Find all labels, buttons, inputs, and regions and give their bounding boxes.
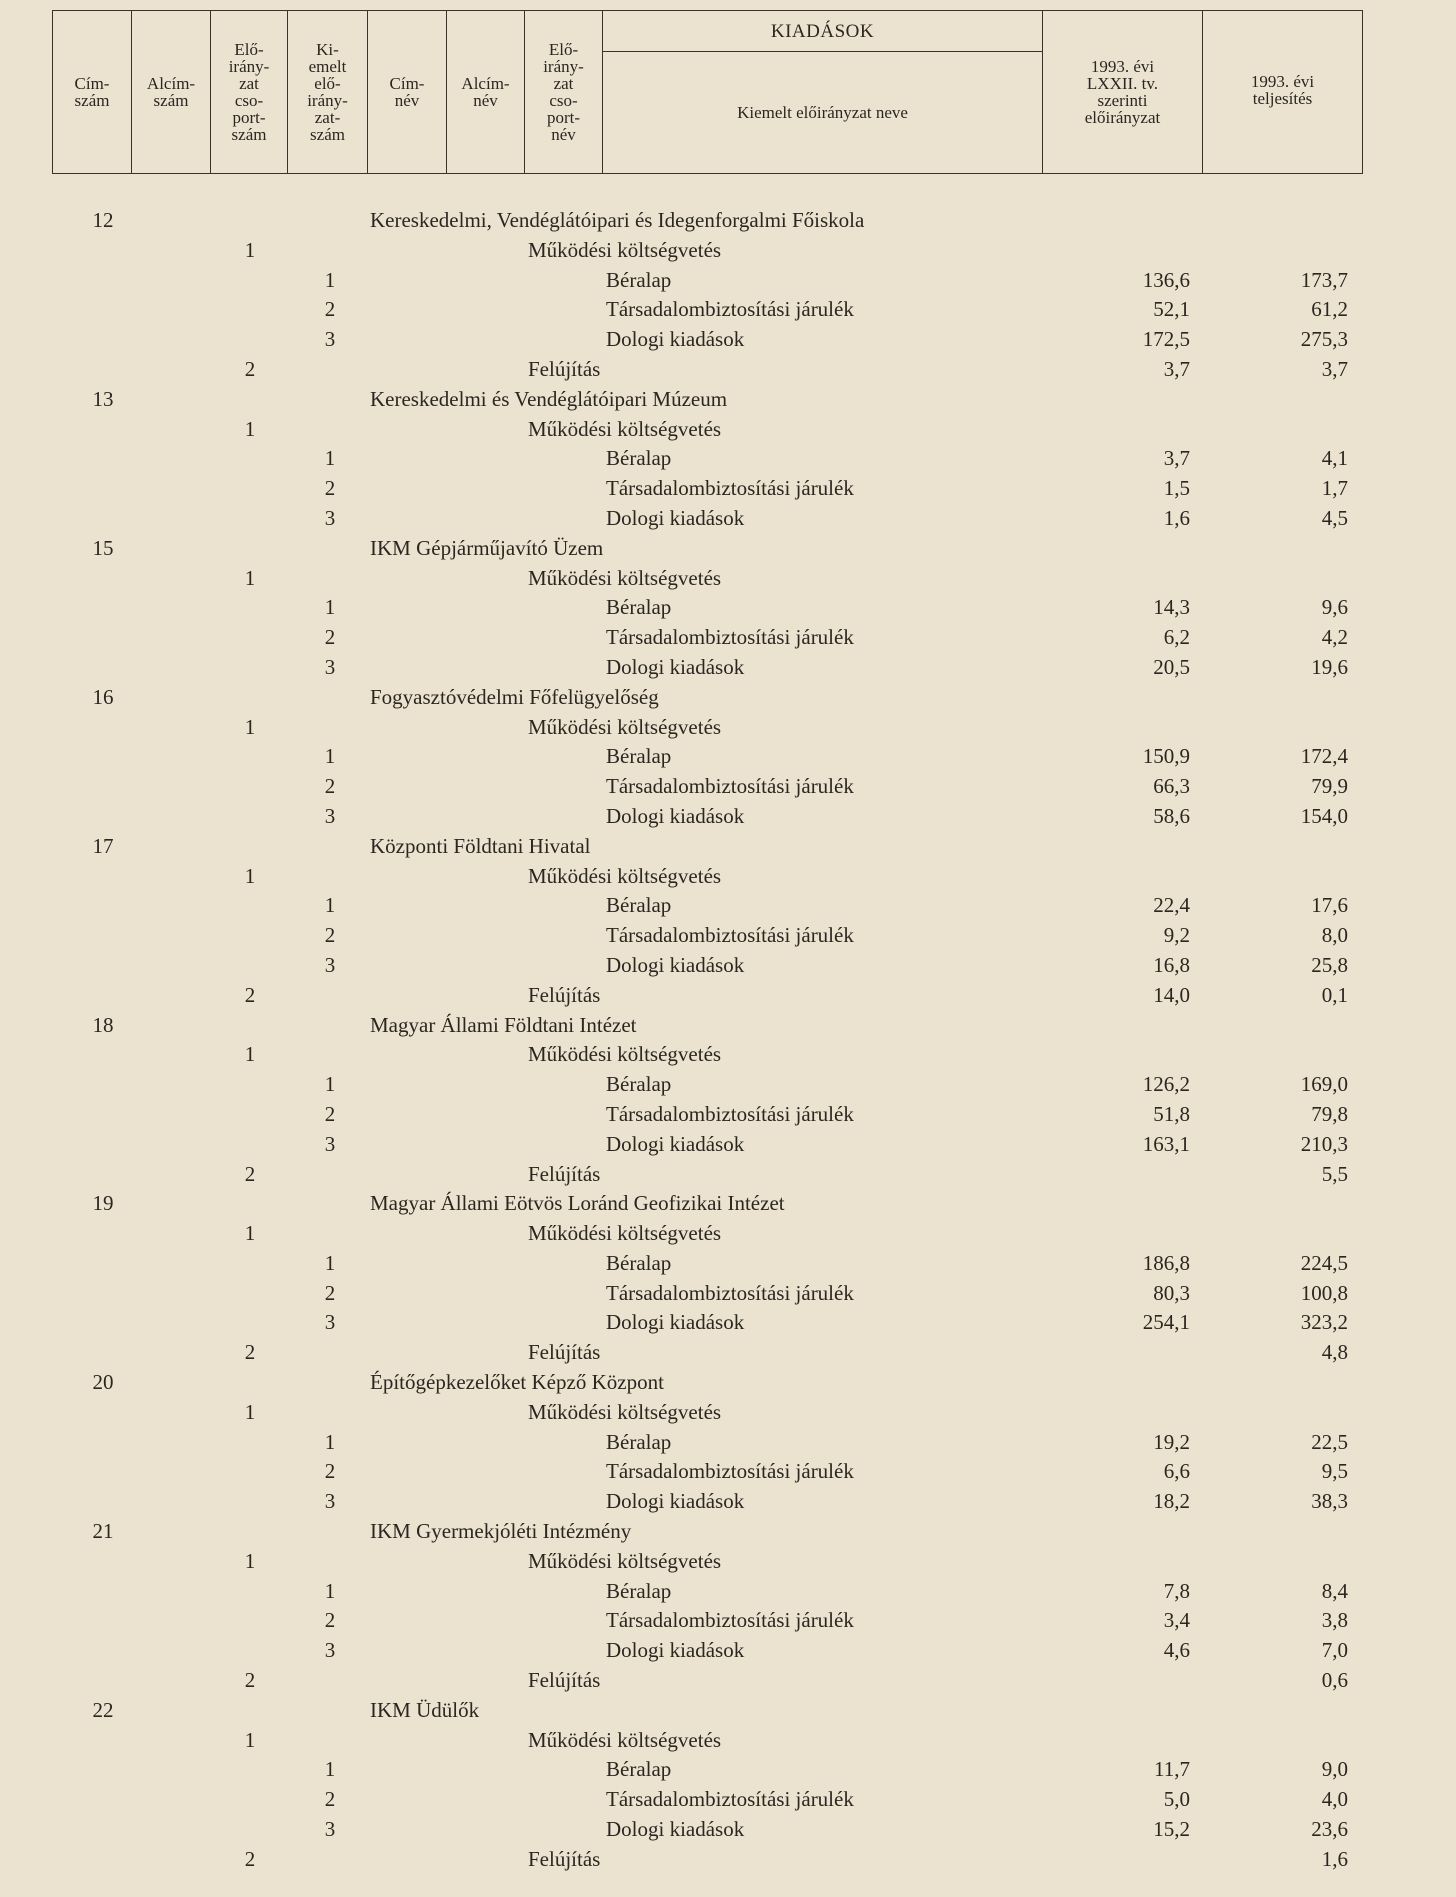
alcim-number: 2	[244, 1668, 256, 1693]
table-row	[0, 534, 1456, 564]
cim-number: 13	[92, 386, 114, 411]
value-1993-teljesites: 4,2	[1321, 625, 1348, 650]
table-row	[0, 1040, 1456, 1070]
kiemelt-number: 2	[324, 923, 336, 948]
value-1993-tv: 52,1	[1153, 297, 1190, 322]
kiemelt-name: Béralap	[606, 595, 672, 620]
alcim-name: Működési költségvetés	[528, 416, 722, 441]
kiemelt-number: 2	[324, 625, 336, 650]
table-row	[0, 1755, 1456, 1785]
value-1993-tv: 80,3	[1153, 1280, 1190, 1305]
alcim-number: 2	[244, 1340, 256, 1365]
value-1993-teljesites: 9,6	[1321, 595, 1348, 620]
header-1993-tv: 1993. évi LXXII. tv. szerinti előirányzat	[1043, 11, 1203, 174]
value-1993-teljesites: 275,3	[1300, 327, 1348, 352]
alcim-number: 1	[244, 714, 256, 739]
value-1993-teljesites: 19,6	[1311, 654, 1348, 679]
value-1993-teljesites: 79,8	[1311, 1101, 1348, 1126]
kiemelt-number: 1	[324, 267, 336, 292]
cim-number: 18	[92, 1012, 114, 1037]
alcim-name: Felújítás	[528, 356, 601, 381]
header-cim-szam: Cím- szám	[53, 11, 132, 174]
value-1993-tv: 254,1	[1142, 1310, 1190, 1335]
kiemelt-number: 3	[324, 1638, 336, 1663]
cim-name: IKM Üdülők	[370, 1697, 480, 1722]
table-row	[0, 1100, 1456, 1130]
value-1993-teljesites: 79,9	[1311, 774, 1348, 799]
table-row	[0, 951, 1456, 981]
alcim-name: Felújítás	[528, 1161, 601, 1186]
header-eloiranyzat-csoport-nev: Elő- irány- zat cso- port- név	[525, 11, 603, 174]
kiemelt-name: Béralap	[606, 1429, 672, 1454]
table-row	[0, 206, 1456, 236]
cim-number: 16	[92, 684, 114, 709]
cim-name: Kereskedelmi és Vendéglátóipari Múzeum	[370, 386, 728, 411]
value-1993-tv: 136,6	[1142, 267, 1190, 292]
alcim-name: Működési költségvetés	[528, 863, 722, 888]
value-1993-teljesites: 5,5	[1321, 1161, 1348, 1186]
alcim-name: Működési költségvetés	[528, 1548, 722, 1573]
kiemelt-number: 1	[324, 1072, 336, 1097]
budget-rows	[0, 206, 1456, 1875]
kiemelt-name: Béralap	[606, 1757, 672, 1782]
alcim-number: 1	[244, 863, 256, 888]
cim-name: Építőgépkezelőket Képző Központ	[370, 1370, 664, 1395]
table-row	[0, 1606, 1456, 1636]
value-1993-tv: 3,4	[1163, 1608, 1190, 1633]
value-1993-tv: 5,0	[1163, 1787, 1190, 1812]
value-1993-tv: 22,4	[1153, 893, 1190, 918]
table-row	[0, 1487, 1456, 1517]
table-row	[0, 653, 1456, 683]
kiemelt-name: Dologi kiadások	[606, 803, 745, 828]
value-1993-tv: 172,5	[1142, 327, 1190, 352]
table-row	[0, 1845, 1456, 1875]
value-1993-teljesites: 17,6	[1311, 893, 1348, 918]
kiemelt-name: Dologi kiadások	[606, 1310, 745, 1335]
table-row	[0, 593, 1456, 623]
table-row	[0, 1428, 1456, 1458]
alcim-name: Működési költségvetés	[528, 1221, 722, 1246]
table-row	[0, 832, 1456, 862]
table-row	[0, 1130, 1456, 1160]
value-1993-teljesites: 224,5	[1300, 1250, 1348, 1275]
value-1993-tv: 186,8	[1142, 1250, 1190, 1275]
table-row	[0, 683, 1456, 713]
alcim-number: 2	[244, 982, 256, 1007]
alcim-number: 2	[244, 356, 256, 381]
value-1993-teljesites: 22,5	[1311, 1429, 1348, 1454]
cim-name: Fogyasztóvédelmi Főfelügyelőség	[370, 684, 659, 709]
table-row	[0, 385, 1456, 415]
alcim-number: 1	[244, 1399, 256, 1424]
table-row	[0, 474, 1456, 504]
table-row	[0, 1338, 1456, 1368]
table-row	[0, 713, 1456, 743]
kiemelt-name: Dologi kiadások	[606, 327, 745, 352]
alcim-number: 1	[244, 1548, 256, 1573]
table-row	[0, 772, 1456, 802]
alcim-name: Működési költségvetés	[528, 1042, 722, 1067]
kiemelt-name: Dologi kiadások	[606, 1817, 745, 1842]
kiemelt-name: Béralap	[606, 1250, 672, 1275]
kiemelt-number: 1	[324, 744, 336, 769]
value-1993-teljesites: 38,3	[1311, 1489, 1348, 1514]
kiemelt-name: Társadalombiztosítási járulék	[606, 476, 854, 501]
kiemelt-number: 2	[324, 1101, 336, 1126]
table-row	[0, 1308, 1456, 1338]
table-row	[0, 1398, 1456, 1428]
cim-name: Kereskedelmi, Vendéglátóipari és Idegenforgalmi Főiskola	[370, 208, 865, 232]
kiemelt-number: 2	[324, 1459, 336, 1484]
cim-number: 12	[92, 208, 114, 232]
value-1993-tv: 16,8	[1153, 952, 1190, 977]
kiemelt-name: Társadalombiztosítási járulék	[606, 1608, 854, 1633]
kiemelt-name: Béralap	[606, 267, 672, 292]
value-1993-tv: 7,8	[1163, 1578, 1190, 1603]
value-1993-teljesites: 169,0	[1300, 1072, 1348, 1097]
value-1993-tv: 20,5	[1153, 654, 1190, 679]
cim-name: Központi Földtani Hivatal	[370, 833, 591, 858]
header-cim-nev: Cím- név	[368, 11, 447, 174]
value-1993-tv: 9,2	[1163, 923, 1190, 948]
kiemelt-number: 2	[324, 1608, 336, 1633]
kiemelt-name: Társadalombiztosítási járulék	[606, 297, 854, 322]
cim-number: 15	[92, 535, 114, 560]
value-1993-tv: 4,6	[1163, 1638, 1190, 1663]
table-row	[0, 1189, 1456, 1219]
table-row	[0, 891, 1456, 921]
value-1993-teljesites: 173,7	[1300, 267, 1348, 292]
kiemelt-number: 3	[324, 654, 336, 679]
cim-number: 21	[92, 1519, 114, 1544]
kiemelt-number: 2	[324, 297, 336, 322]
table-row	[0, 1070, 1456, 1100]
table-row	[0, 444, 1456, 474]
kiemelt-name: Béralap	[606, 893, 672, 918]
value-1993-teljesites: 61,2	[1311, 297, 1348, 322]
kiemelt-number: 2	[324, 476, 336, 501]
value-1993-tv: 14,3	[1153, 595, 1190, 620]
value-1993-tv: 19,2	[1153, 1429, 1190, 1454]
kiemelt-number: 3	[324, 505, 336, 530]
kiemelt-number: 2	[324, 774, 336, 799]
cim-name: Magyar Állami Földtani Intézet	[370, 1012, 637, 1037]
value-1993-teljesites: 0,6	[1321, 1668, 1348, 1693]
value-1993-teljesites: 4,5	[1321, 505, 1348, 530]
table-row	[0, 1666, 1456, 1696]
kiemelt-name: Dologi kiadások	[606, 505, 745, 530]
table-row	[0, 1785, 1456, 1815]
value-1993-teljesites: 154,0	[1300, 803, 1348, 828]
cim-name: IKM Gépjárműjavító Üzem	[370, 535, 604, 560]
kiemelt-number: 1	[324, 446, 336, 471]
table-row	[0, 236, 1456, 266]
kiemelt-number: 3	[324, 952, 336, 977]
table-row	[0, 564, 1456, 594]
kiemelt-number: 1	[324, 893, 336, 918]
kiemelt-name: Béralap	[606, 1072, 672, 1097]
value-1993-tv: 18,2	[1153, 1489, 1190, 1514]
table-row	[0, 1696, 1456, 1726]
value-1993-tv: 3,7	[1163, 356, 1190, 381]
value-1993-teljesites: 100,8	[1300, 1280, 1348, 1305]
kiemelt-name: Társadalombiztosítási járulék	[606, 923, 854, 948]
alcim-number: 1	[244, 1221, 256, 1246]
table-row	[0, 1636, 1456, 1666]
alcim-name: Felújítás	[528, 1340, 601, 1365]
header-alcim-szam: Alcím- szám	[132, 11, 211, 174]
kiemelt-number: 3	[324, 1489, 336, 1514]
kiemelt-number: 3	[324, 1817, 336, 1842]
header-eloiranyzat-csoport-szam: Elő- irány- zat cso- port- szám	[211, 11, 288, 174]
kiemelt-name: Társadalombiztosítási járulék	[606, 1280, 854, 1305]
value-1993-teljesites: 0,1	[1321, 982, 1348, 1007]
header-kiemelt-eloiranyzat-szam: Ki- emelt elő- irány- zat- szám	[288, 11, 368, 174]
alcim-name: Működési költségvetés	[528, 1727, 722, 1752]
table-row	[0, 415, 1456, 445]
value-1993-teljesites: 23,6	[1311, 1817, 1348, 1842]
value-1993-tv: 51,8	[1153, 1101, 1190, 1126]
alcim-name: Működési költségvetés	[528, 237, 722, 262]
kiemelt-number: 3	[324, 803, 336, 828]
table-row	[0, 742, 1456, 772]
alcim-number: 1	[244, 1042, 256, 1067]
table-row	[0, 1368, 1456, 1398]
alcim-number: 2	[244, 1161, 256, 1186]
table-row	[0, 1517, 1456, 1547]
value-1993-teljesites: 172,4	[1300, 744, 1348, 769]
alcim-number: 1	[244, 1727, 256, 1752]
value-1993-teljesites: 8,4	[1321, 1578, 1348, 1603]
alcim-name: Felújítás	[528, 1668, 601, 1693]
value-1993-tv: 58,6	[1153, 803, 1190, 828]
cim-number: 22	[92, 1697, 114, 1722]
table-row	[0, 862, 1456, 892]
table-row	[0, 325, 1456, 355]
alcim-number: 2	[244, 1846, 256, 1871]
value-1993-teljesites: 9,5	[1321, 1459, 1348, 1484]
kiemelt-number: 1	[324, 1250, 336, 1275]
kiemelt-number: 3	[324, 1131, 336, 1156]
value-1993-teljesites: 4,8	[1321, 1340, 1348, 1365]
value-1993-teljesites: 1,7	[1321, 476, 1348, 501]
value-1993-tv: 6,2	[1163, 625, 1190, 650]
table-row	[0, 1160, 1456, 1190]
kiemelt-number: 2	[324, 1787, 336, 1812]
kiemelt-name: Dologi kiadások	[606, 1638, 745, 1663]
header-table	[52, 10, 1363, 174]
table-row	[0, 266, 1456, 296]
alcim-name: Felújítás	[528, 982, 601, 1007]
value-1993-tv: 1,5	[1163, 476, 1190, 501]
header-kiadasok: KIADÁSOK	[603, 11, 1043, 52]
kiemelt-number: 1	[324, 1429, 336, 1454]
table-row	[0, 1219, 1456, 1249]
value-1993-teljesites: 8,0	[1321, 923, 1348, 948]
kiemelt-name: Béralap	[606, 446, 672, 471]
table-row	[0, 1457, 1456, 1487]
kiemelt-name: Dologi kiadások	[606, 654, 745, 679]
value-1993-teljesites: 7,0	[1321, 1638, 1348, 1663]
alcim-name: Működési költségvetés	[528, 565, 722, 590]
table-row	[0, 1547, 1456, 1577]
kiemelt-number: 3	[324, 1310, 336, 1335]
header-1993-teljesites: 1993. évi teljesítés	[1203, 11, 1363, 174]
cim-number: 20	[92, 1370, 114, 1395]
cim-name: IKM Gyermekjóléti Intézmény	[370, 1519, 632, 1544]
value-1993-teljesites: 1,6	[1321, 1846, 1348, 1871]
table-row	[0, 1279, 1456, 1309]
value-1993-tv: 163,1	[1142, 1131, 1190, 1156]
value-1993-teljesites: 9,0	[1321, 1757, 1348, 1782]
kiemelt-name: Dologi kiadások	[606, 952, 745, 977]
alcim-name: Felújítás	[528, 1846, 601, 1871]
kiemelt-name: Dologi kiadások	[606, 1489, 745, 1514]
table-row	[0, 355, 1456, 385]
value-1993-tv: 6,6	[1163, 1459, 1190, 1484]
table-row	[0, 1726, 1456, 1756]
table-row	[0, 802, 1456, 832]
value-1993-tv: 3,7	[1163, 446, 1190, 471]
kiemelt-number: 3	[324, 327, 336, 352]
table-row	[0, 1249, 1456, 1279]
value-1993-teljesites: 4,0	[1321, 1787, 1348, 1812]
value-1993-teljesites: 25,8	[1311, 952, 1348, 977]
value-1993-tv: 126,2	[1142, 1072, 1190, 1097]
value-1993-teljesites: 323,2	[1300, 1310, 1348, 1335]
value-1993-teljesites: 3,8	[1321, 1608, 1348, 1633]
header-kiemelt-eloiranyzat-neve: Kiemelt előirányzat neve	[603, 52, 1043, 174]
kiemelt-name: Társadalombiztosítási járulék	[606, 1787, 854, 1812]
value-1993-teljesites: 4,1	[1321, 446, 1348, 471]
kiemelt-name: Társadalombiztosítási járulék	[606, 1459, 854, 1484]
kiemelt-name: Dologi kiadások	[606, 1131, 745, 1156]
kiemelt-name: Béralap	[606, 744, 672, 769]
table-row	[0, 295, 1456, 325]
kiemelt-name: Béralap	[606, 1578, 672, 1603]
value-1993-tv: 1,6	[1163, 505, 1190, 530]
table-row	[0, 1577, 1456, 1607]
value-1993-tv: 150,9	[1142, 744, 1190, 769]
kiemelt-number: 1	[324, 1757, 336, 1782]
table-row	[0, 921, 1456, 951]
kiemelt-name: Társadalombiztosítási járulék	[606, 1101, 854, 1126]
value-1993-teljesites: 210,3	[1300, 1131, 1348, 1156]
kiemelt-name: Társadalombiztosítási járulék	[606, 774, 854, 799]
value-1993-tv: 66,3	[1153, 774, 1190, 799]
table-row	[0, 623, 1456, 653]
table-row	[0, 504, 1456, 534]
cim-number: 17	[92, 833, 114, 858]
alcim-number: 1	[244, 416, 256, 441]
cim-number: 19	[92, 1191, 114, 1216]
kiemelt-number: 1	[324, 595, 336, 620]
value-1993-tv: 15,2	[1153, 1817, 1190, 1842]
alcim-number: 1	[244, 565, 256, 590]
value-1993-tv: 14,0	[1153, 982, 1190, 1007]
value-1993-tv: 11,7	[1154, 1757, 1190, 1782]
kiemelt-number: 1	[324, 1578, 336, 1603]
kiemelt-name: Társadalombiztosítási járulék	[606, 625, 854, 650]
kiemelt-number: 2	[324, 1280, 336, 1305]
table-row	[0, 1815, 1456, 1845]
value-1993-teljesites: 3,7	[1321, 356, 1348, 381]
alcim-number: 1	[244, 237, 256, 262]
header-alcim-nev: Alcím- név	[447, 11, 525, 174]
cim-name: Magyar Állami Eötvös Loránd Geofizikai Intézet	[370, 1191, 785, 1216]
alcim-name: Működési költségvetés	[528, 1399, 722, 1424]
table-row	[0, 1011, 1456, 1041]
table-row	[0, 981, 1456, 1011]
alcim-name: Működési költségvetés	[528, 714, 722, 739]
